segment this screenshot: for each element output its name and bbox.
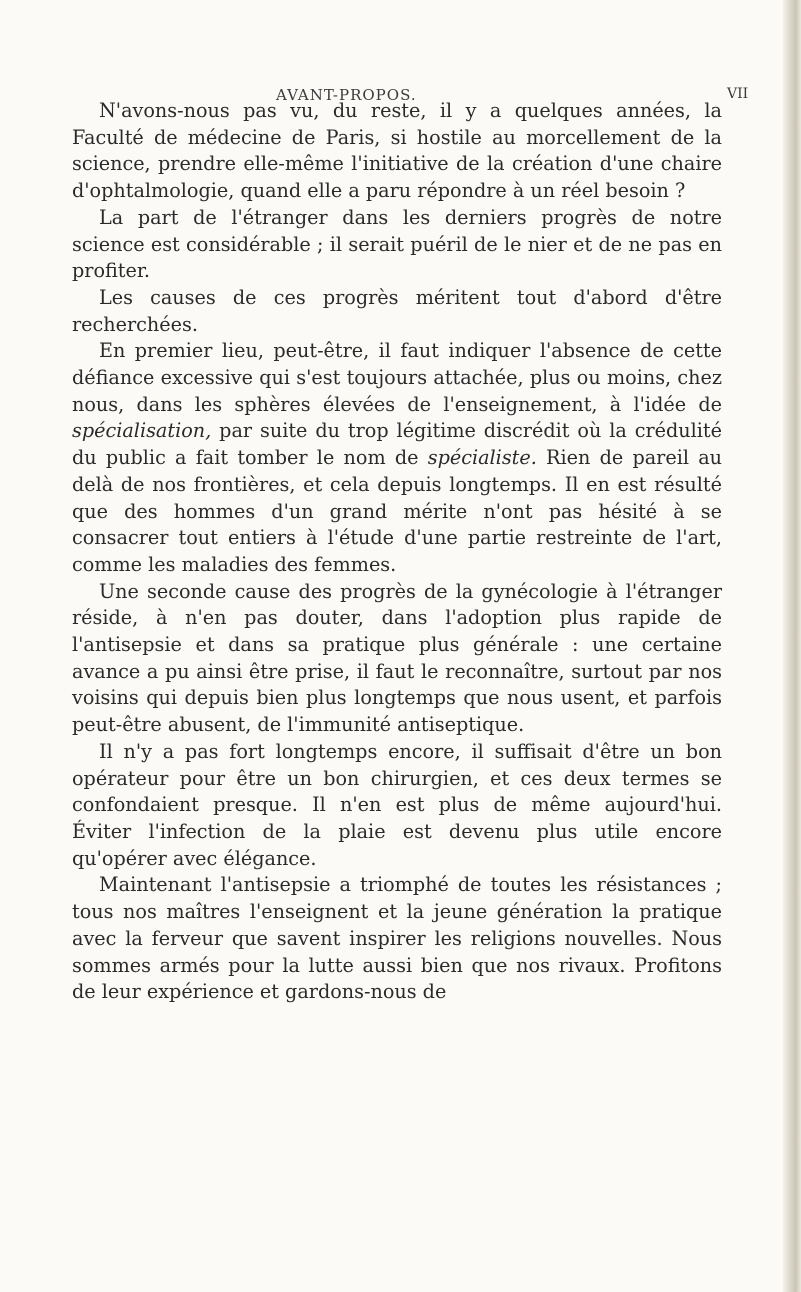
paragraph-7: Maintenant l'antisepsie a triomphé de toutes les résistances ; tous nos maîtres l'enseignent et la jeune génération la pratique avec la ferveur que savent inspirer les religions nouvelles. Nous sommes armés pour la lutte aussi bien que nos rivaux. Profitons de leur expérience et gardons-nous de: [72, 873, 722, 1004]
paragraph-6: Il n'y a pas fort longtemps encore, il suffisait d'être un bon opérateur pour être un bon chirurgien, et ces deux termes se confondaient presque. Il n'en est plus de même aujourd'hui. Éviter l'infection de la plaie est devenu plus utile encore qu'opérer avec élégance.: [72, 739, 722, 870]
page-gutter-shadow: [783, 0, 801, 1292]
paragraph-4: En premier lieu, peut-être, il faut indiquer l'absence de cette défiance excessive qui s'est toujours attachée, plus ou moins, chez nous, dans les sphères élevées de l'enseignement, à l'idée de spécialisation, par suite du trop légitime discrédit où la crédulité du public a fait tomber le nom de spécialiste. Rien de pareil au delà de nos frontières, et cela depuis longtemps. Il en est résulté que des hommes d'un grand mérite n'ont pas hésité à se consacrer tout entiers à l'étude d'une partie restreinte de l'art, comme les maladies des femmes.: [72, 339, 722, 576]
body-text: [72, 98, 722, 1006]
page-number: VII: [727, 86, 749, 102]
paragraph-3: Les causes de ces progrès méritent tout d'abord d'être recherchées.: [72, 285, 722, 336]
italic-term-specialisation: spécialisation,: [72, 419, 212, 443]
paragraph-2: La part de l'étranger dans les derniers progrès de notre science est considérable ; il serait puéril de le nier et de ne pas en profiter.: [72, 205, 722, 283]
paragraph-1: N'avons-nous pas vu, du reste, il y a quelques années, la Faculté de médecine de Paris, si hostile au morcellement de la science, prendre elle-même l'initiative de la création d'une chaire d'ophtalmologie, quand elle a paru répondre à un réel besoin ?: [72, 99, 722, 203]
paragraph-5: Une seconde cause des progrès de la gynécologie à l'étranger réside, à n'en pas douter, dans l'adoption plus rapide de l'antisepsie et dans sa pratique plus générale : une certaine avance a pu ainsi être prise, il faut le reconnaître, surtout par nos voisins qui depuis bien plus longtemps que nous usent, et parfois peut-être abusent, de l'immunité antiseptique.: [72, 579, 722, 737]
running-title: AVANT-PROPOS.: [276, 86, 417, 104]
page-header: [0, 0, 801, 110]
italic-term-specialiste: spécialiste.: [427, 446, 537, 470]
